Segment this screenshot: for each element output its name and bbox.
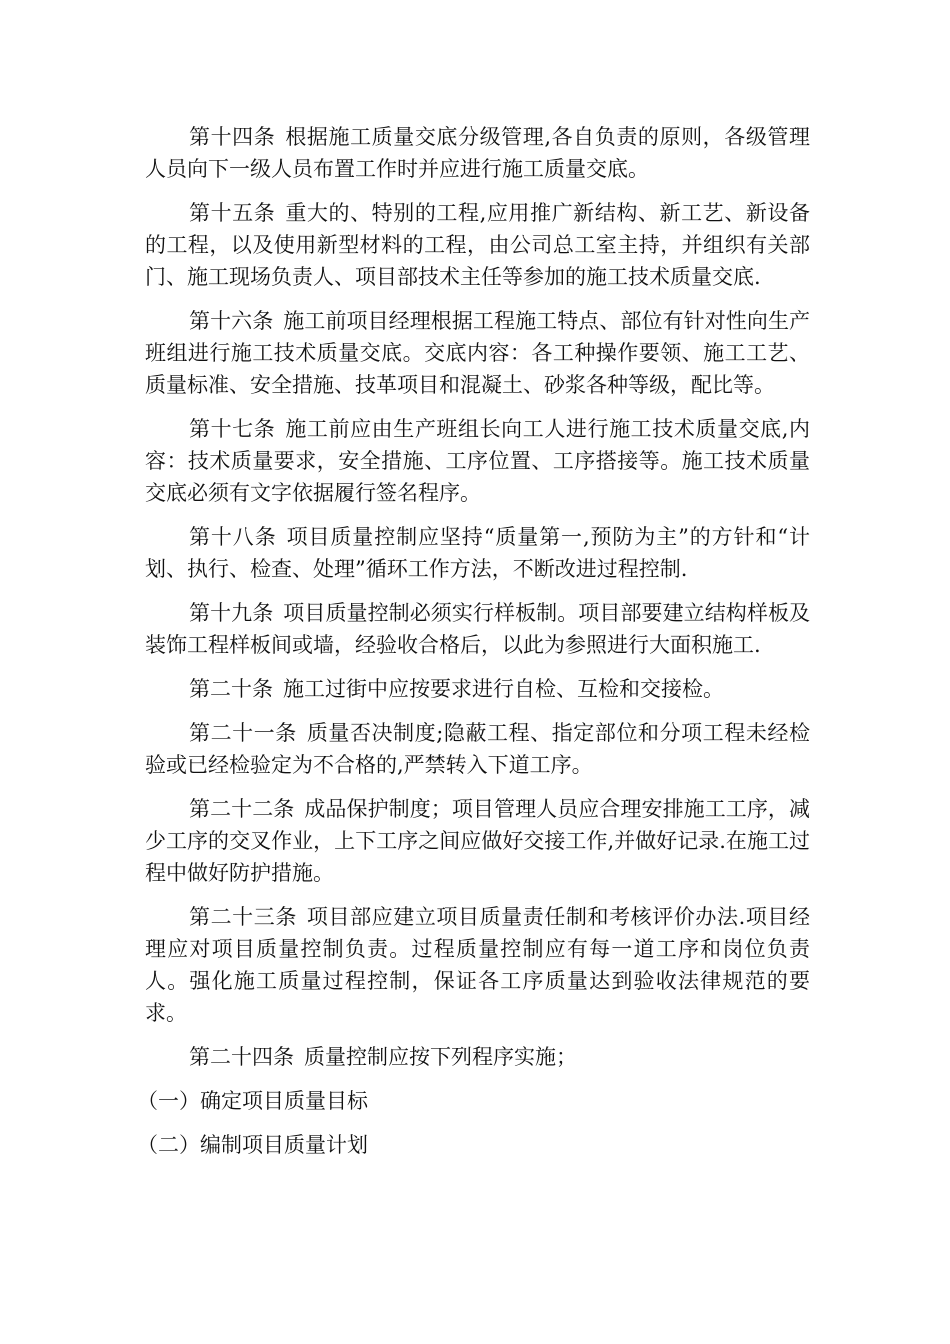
article-17 (145, 413, 810, 509)
article-18 (145, 521, 810, 585)
article-23 (145, 901, 810, 1029)
article-label: 第十四条 (189, 125, 276, 149)
article-text: 施工过街中应按要求进行自检、互检和交接检。 (283, 677, 724, 701)
article-text: 根据施工质量交底分级管理,各自负责的原则，各级管理人员向下一级人员布置工作时并应进行施工质量交底。 (145, 125, 810, 181)
article-15 (145, 197, 810, 293)
article-label: 第二十四条 (189, 1045, 294, 1069)
article-text: 项目部应建立项目质量责任制和考核评价办法.项目经理应对项目质量控制负责。过程质量控制应有每一道工序和岗位负责人。强化施工质量过程控制，保证各工序质量达到验收法律规范的要求。 (145, 905, 810, 1025)
list-item-1: （一）确定项目质量目标 (137, 1089, 368, 1113)
article-text: 质量否决制度;隐蔽工程、指定部位和分项工程未经检验或已经检验定为不合格的,严禁转入下道工序。 (145, 721, 810, 777)
article-text: 重大的、特别的工程,应用推广新结构、新工艺、新设备的工程，以及使用新型材料的工程，由公司总工室主持，并组织有关部门、施工现场负责人、项目部技术主任等参加的施工技术质量交底. (145, 201, 810, 289)
article-21 (145, 717, 810, 781)
article-22 (145, 793, 810, 889)
article-label: 第十七条 (189, 417, 276, 441)
article-label: 第十六条 (189, 309, 274, 333)
article-label: 第十九条 (189, 601, 274, 625)
article-label: 第十五条 (189, 201, 276, 225)
article-19 (145, 597, 810, 661)
article-24 (145, 1041, 810, 1073)
article-text: 项目质量控制必须实行样板制。项目部要建立结构样板及装饰工程样板间或墙，经验收合格后，以此为参照进行大面积施工. (145, 601, 811, 657)
article-text: 施工前应由生产班组长向工人进行施工技术质量交底,内容：技术质量要求，安全措施、工序位置、工序搭接等。施工技术质量交底必须有文字依据履行签名程序。 (145, 417, 810, 505)
article-text: 质量控制应按下列程序实施； (304, 1045, 577, 1069)
article-label: 第二十一条 (189, 721, 297, 745)
article-text: 项目质量控制应坚持“质量第一,预防为主”的方针和“计划、执行、检查、处理”循环工作方法，不断改进过程控制. (145, 525, 810, 581)
article-14 (145, 121, 810, 185)
article-text: 施工前项目经理根据工程施工特点、部位有针对性向生产班组进行施工技术质量交底。交底内容：各工种操作要领、施工工艺、质量标准、安全措施、技革项目和混凝土、砂浆各种等级，配比等。 (145, 309, 811, 397)
article-text: 成品保护制度；项目管理人员应合理安排施工工序，减少工序的交叉作业，上下工序之间应做好交接工作,并做好记录.在施工过程中做好防护措施。 (145, 797, 811, 885)
article-label: 第二十三条 (189, 905, 297, 929)
list-item-2: （二）编制项目质量计划 (137, 1133, 368, 1157)
article-label: 第二十条 (189, 677, 273, 701)
article-label: 第十八条 (189, 525, 277, 549)
document-body (137, 121, 811, 1173)
article-20 (145, 673, 810, 705)
article-16 (145, 305, 810, 401)
article-label: 第二十二条 (189, 797, 295, 821)
